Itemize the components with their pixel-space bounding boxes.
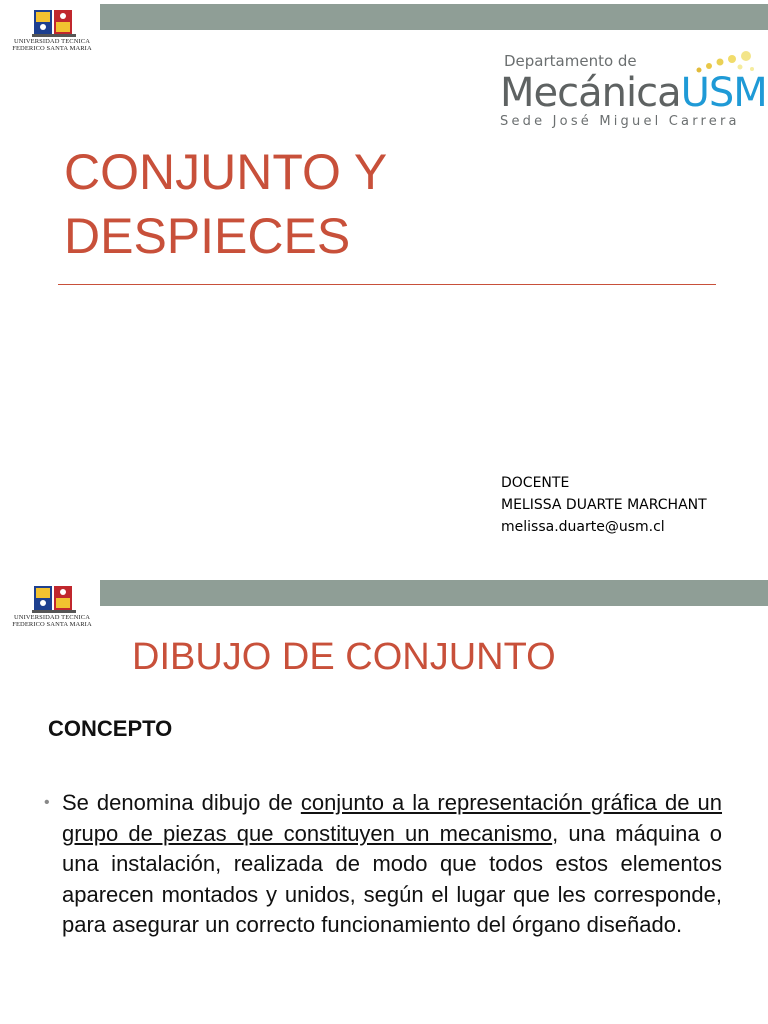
department-subtitle: Sede José Miguel Carrera — [500, 114, 740, 129]
docente-name: MELISSA DUARTE MARCHANT — [501, 497, 707, 513]
paragraph-part2: , una máquina o una instalación, realizada de modo que todos estos elementos aparecen montados y unidos, según el lugar que les corresponde, para asegurar un correcto funcionamiento del órgano diseñado. — [62, 820, 723, 937]
docente-block — [501, 472, 707, 538]
department-brand — [500, 70, 767, 116]
university-logo — [4, 582, 100, 628]
department-label: Departamento de — [504, 52, 637, 70]
brand-main: Mecánica — [500, 70, 681, 116]
docente-label: DOCENTE — [501, 475, 570, 491]
university-name-line2: FEDERICO SANTA MARIA — [12, 621, 92, 628]
university-name-line1: UNIVERSIDAD TECNICA — [14, 38, 90, 45]
title-divider — [58, 284, 716, 285]
university-logo — [4, 6, 100, 52]
title-line1: CONJUNTO Y — [64, 144, 388, 200]
title-line2: DESPIECES — [64, 208, 351, 264]
university-crest-icon — [32, 8, 76, 38]
header-bar — [100, 580, 768, 606]
university-name — [4, 38, 100, 52]
header-bar — [100, 4, 768, 30]
university-crest-icon — [32, 584, 76, 614]
university-name-line2: FEDERICO SANTA MARIA — [12, 45, 92, 52]
paragraph-part1: Se denomina dibujo de — [62, 790, 301, 815]
slide-concept — [0, 576, 768, 1024]
paragraph-text — [62, 788, 722, 941]
docente-email[interactable]: melissa.duarte@usm.cl — [501, 519, 665, 535]
slide-title-heading — [64, 140, 584, 268]
concept-subheading: CONCEPTO — [48, 716, 173, 741]
bullet-paragraph — [44, 788, 722, 941]
paragraph-underlined: conjunto a la representación gráfica de un grupo de piezas que constituyen un mecanismo — [62, 790, 723, 846]
bullet-icon: • — [44, 794, 50, 811]
department-logo — [498, 50, 767, 134]
brand-accent: USM — [680, 70, 767, 116]
university-name-line1: UNIVERSIDAD TECNICA — [14, 614, 90, 621]
slide-heading: DIBUJO DE CONJUNTO — [132, 636, 556, 678]
university-name — [4, 614, 100, 628]
